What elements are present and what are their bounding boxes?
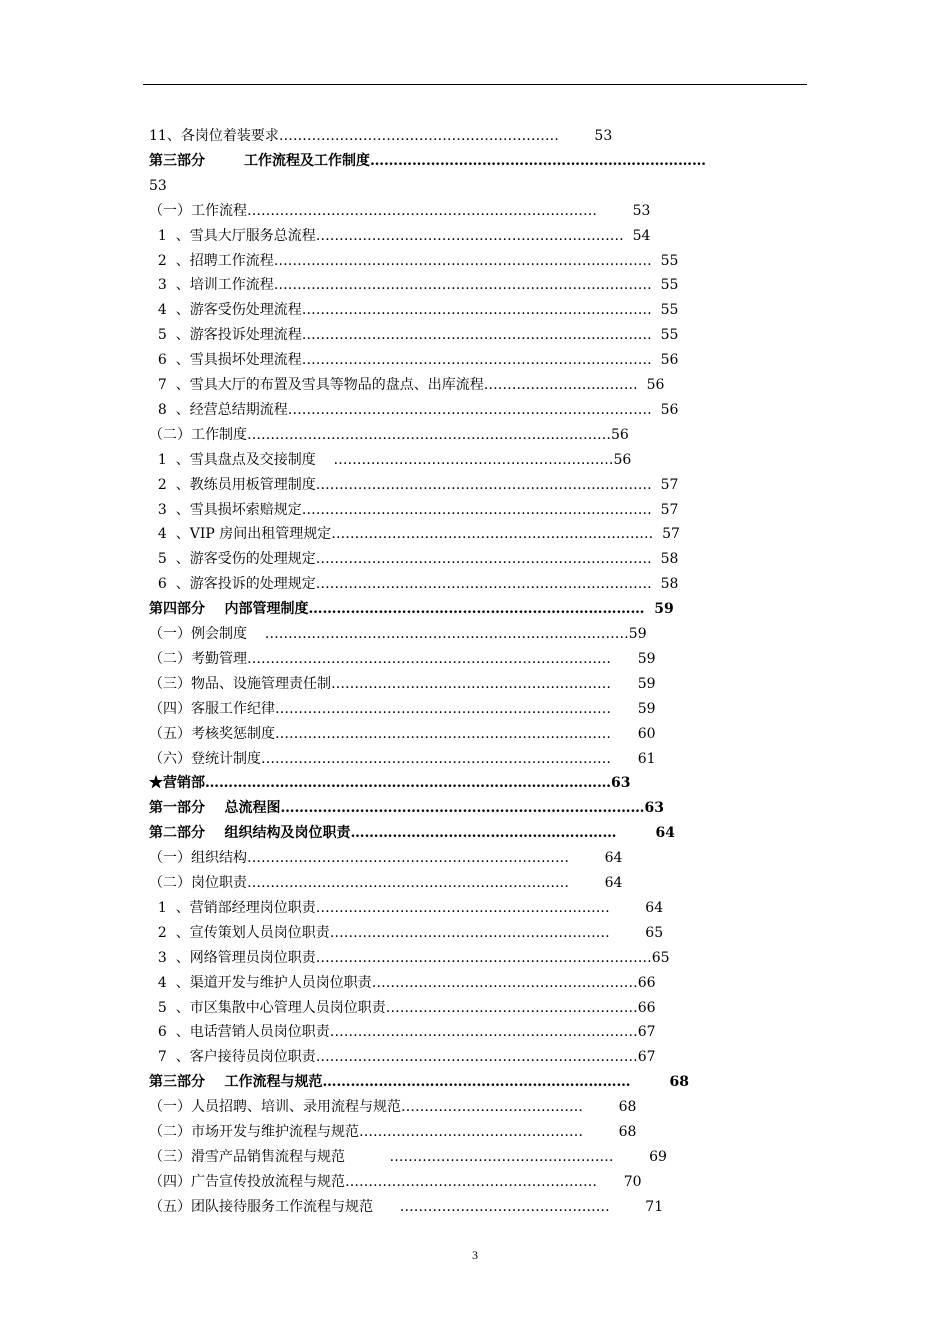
header-rule xyxy=(143,84,807,85)
toc-entry[interactable]: （一）例会制度 ……………………………………………………………………59 xyxy=(149,626,647,642)
toc-entry[interactable]: 5 、市区集散中心管理人员岗位职责………………………………………………66 xyxy=(149,999,656,1016)
toc-entry[interactable]: （一）工作流程………………………………………………………………… 53 xyxy=(149,202,651,219)
toc-entry[interactable]: 3 、雪具损坏索赔规定………………………………………………………………… 57 xyxy=(149,501,679,518)
toc-entry[interactable]: 4 、VIP 房间出租管理规定…………………………………………………………… 57 xyxy=(149,526,680,543)
toc-entry[interactable]: 1 、营销部经理岗位职责……………………………………………………… 64 xyxy=(149,899,664,916)
toc-entry[interactable]: 3 、培训工作流程……………………………………………………………………… 55 xyxy=(149,277,679,294)
toc-entry[interactable]: 5 、游客受伤的处理规定……………………………………………………………… 58 xyxy=(149,551,679,568)
toc-entry[interactable]: （三）物品、设施管理责任制…………………………………………………… 59 xyxy=(149,675,656,692)
toc-entry[interactable]: （一）组织结构…………………………………………………………… 64 xyxy=(149,850,623,867)
toc-entry[interactable]: （二）市场开发与维护流程与规范………………………………………… 68 xyxy=(149,1124,637,1140)
toc-entry[interactable]: （三）滑雪产品销售流程与规范 ………………………………………… 69 xyxy=(149,1148,667,1165)
toc-entry[interactable]: 6 、游客投诉的处理规定……………………………………………………………… 58 xyxy=(149,576,679,593)
toc-entry[interactable]: （一）人员招聘、培训、录用流程与规范………………………………… 68 xyxy=(149,1099,637,1116)
toc-entry[interactable]: 7 、雪具大厅的布置及雪具等物品的盘点、出库流程…………………………… 56 xyxy=(149,377,665,393)
toc-entry[interactable]: 6 、电话营销人员岗位职责…………………………………………………………67 xyxy=(149,1024,656,1041)
toc-entry[interactable]: （五）考核奖惩制度……………………………………………………………… 60 xyxy=(149,725,656,742)
toc-entry[interactable]: 2 、招聘工作流程……………………………………………………………………… 55 xyxy=(149,252,679,269)
toc-entry[interactable]: 第三部分 工作流程及工作制度……………………………………………………………… xyxy=(149,152,706,169)
toc-entry[interactable]: ★营销部……………………………………………………………………………63 xyxy=(149,775,631,792)
toc-entry[interactable]: （二）工作制度……………………………………………………………………56 xyxy=(149,426,629,443)
toc-entry[interactable]: 第三部分 工作流程与规范………………………………………………………… 68 xyxy=(149,1074,689,1091)
toc-entry[interactable]: 1 、雪具盘点及交接制度 ……………………………………………………56 xyxy=(149,451,632,468)
toc-entry[interactable]: 6 、雪具损坏处理流程………………………………………………………………… 56 xyxy=(149,352,679,369)
toc-entry[interactable]: 2 、宣传策划人员岗位职责…………………………………………………… 65 xyxy=(149,924,664,941)
page-number: 3 xyxy=(472,1248,478,1262)
toc-entry[interactable]: （四）客服工作纪律……………………………………………………………… 59 xyxy=(149,700,656,717)
toc-entry[interactable]: （二）考勤管理…………………………………………………………………… 59 xyxy=(149,650,656,667)
toc-entry[interactable]: （二）岗位职责…………………………………………………………… 64 xyxy=(149,875,623,891)
toc-entry[interactable]: 第一部分 总流程图……………………………………………………………………63 xyxy=(149,800,664,817)
toc-entry[interactable]: 第四部分 内部管理制度……………………………………………………………… 59 xyxy=(149,601,674,618)
toc-entry[interactable]: 8 、经营总结期流程…………………………………………………………………… 56 xyxy=(149,401,679,418)
toc-entry[interactable]: （六）登统计制度………………………………………………………………… 61 xyxy=(149,750,656,767)
toc-entry[interactable]: 第二部分 组织结构及岗位职责………………………………………………… 64 xyxy=(149,825,675,842)
toc-entry[interactable]: 4 、渠道开发与维护人员岗位职责…………………………………………………66 xyxy=(149,974,656,991)
toc-entry[interactable]: 7 、客户接待员岗位职责……………………………………………………………67 xyxy=(149,1049,656,1066)
toc-entry[interactable]: 4 、游客受伤处理流程………………………………………………………………… 55 xyxy=(149,302,679,319)
toc-entry[interactable]: 53 xyxy=(149,177,167,194)
toc-entry[interactable]: 1 、雪具大厅服务总流程………………………………………………………… 54 xyxy=(149,227,651,244)
toc-entry[interactable]: （五）团队接待服务工作流程与规范 ……………………………………… 71 xyxy=(149,1198,664,1215)
toc-entry[interactable]: 11、各岗位着装要求…………………………………………………… 53 xyxy=(149,128,613,144)
toc-entry[interactable]: 5 、游客投诉处理流程………………………………………………………………… 55 xyxy=(149,327,679,344)
toc-entry[interactable]: 2 、教练员用板管理制度……………………………………………………………… 57 xyxy=(149,476,679,493)
toc-entry[interactable]: （四）广告宣传投放流程与规范……………………………………………… 70 xyxy=(149,1173,642,1190)
toc-entry[interactable]: 3 、网络管理员岗位职责………………………………………………………………65 xyxy=(149,949,670,966)
